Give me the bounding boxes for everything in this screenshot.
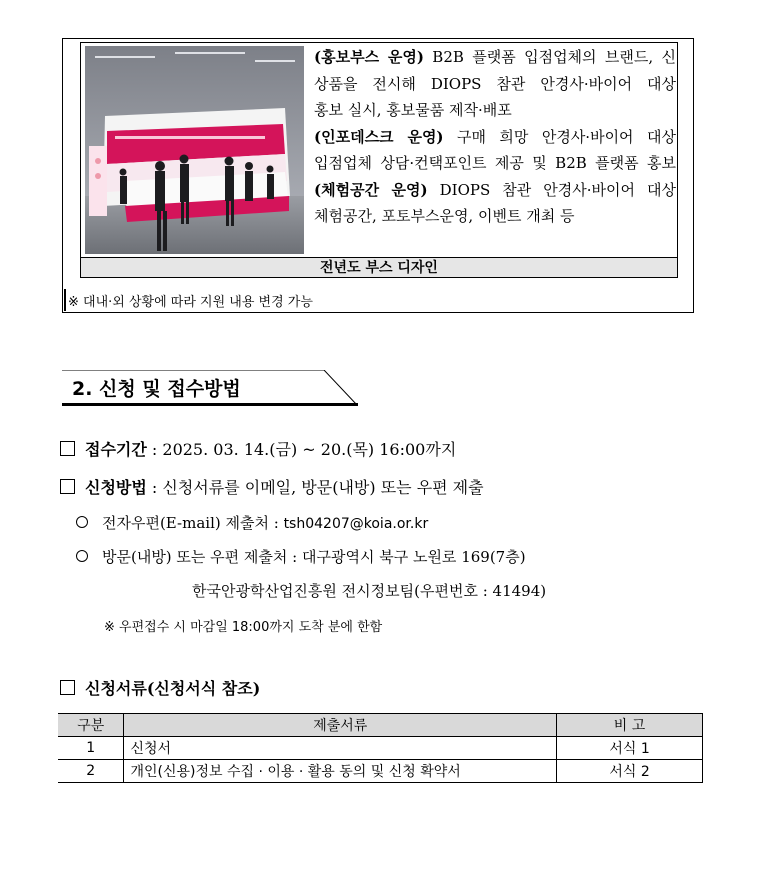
method-value: : 신청서류를 이메일, 방문(내방) 또는 우편 제출 — [146, 478, 484, 497]
booth-line — [314, 150, 676, 177]
post-note: ※ 우편접수 시 마감일 18:00까지 도착 분에 한함 — [104, 620, 383, 635]
circle-bullet-icon — [76, 516, 88, 528]
visit-address: 방문(내방) 또는 우편 제출처 : 대구광역시 북구 노원로 169(7층) — [102, 548, 526, 566]
table-cell: 서식 1 — [557, 737, 703, 760]
booth-line — [314, 203, 676, 230]
booth-line — [314, 71, 676, 98]
booth-line-text: 상품을 전시해 DIOPS 참관 안경사·바이어 대상 — [314, 74, 676, 93]
booth-line-text: 홍보 실시, 홍보물품 제작·배포 — [314, 101, 512, 119]
booth-line-label: (인포데스크 운영) — [314, 127, 444, 146]
table-cell: 1 — [58, 737, 124, 760]
booth-description — [314, 44, 676, 230]
booth-line-text: 체험공간, 포토부스운영, 이벤트 개최 등 — [314, 207, 575, 225]
booth-line — [314, 124, 676, 151]
table-cell: 서식 2 — [557, 760, 703, 783]
booth-line-text: DIOPS 참관 안경사·바이어 대상 — [427, 180, 677, 199]
square-bullet-icon — [60, 479, 75, 494]
booth-line — [314, 97, 676, 124]
booth-caption: 전년도 부스 디자인 — [81, 257, 677, 277]
section-title: 2. 신청 및 접수방법 — [72, 378, 241, 400]
table-cell: 2 — [58, 760, 124, 783]
method-label: 신청방법 — [85, 478, 147, 497]
documents-heading: 신청서류(신청서식 참조) — [85, 679, 261, 698]
square-bullet-icon — [60, 441, 75, 456]
booth-note: ※ 대내·외 상황에 따라 지원 내용 변경 가능 — [68, 295, 313, 310]
booth-photo — [85, 46, 304, 254]
column-header: 제출서류 — [124, 714, 557, 737]
booth-line-text: 구매 희망 안경사·바이어 대상 — [443, 127, 676, 146]
circle-bullet-icon — [76, 550, 88, 562]
visit-row — [76, 546, 526, 567]
booth-line-text: 입점업체 상담·컨택포인트 제공 및 B2B 플랫폼 홍보 — [314, 154, 676, 172]
visit-org: 한국안광학산업진흥원 전시정보팀(우편번호 : 41494) — [192, 582, 547, 600]
email-address[interactable]: tsh04207@koia.or.kr — [283, 516, 429, 532]
email-row — [76, 512, 428, 533]
documents-row — [60, 676, 260, 699]
booth-line — [314, 177, 676, 204]
booth-line-label: (홍보부스 운영) — [314, 48, 424, 66]
email-label: 전자우편(E-mail) 제출처 : — [102, 514, 284, 532]
period-row — [60, 437, 456, 460]
column-header: 비 고 — [557, 714, 703, 737]
table-row — [58, 760, 703, 783]
method-row — [60, 475, 484, 498]
note-divider — [64, 289, 66, 311]
documents-table — [58, 713, 703, 783]
column-header: 구분 — [58, 714, 124, 737]
table-cell: 개인(신용)정보 수집 · 이용 · 활용 동의 및 신청 확약서 — [124, 760, 557, 783]
booth-line — [314, 44, 676, 71]
period-value: : 2025. 03. 14.(금) ~ 20.(목) 16:00까지 — [146, 440, 457, 459]
square-bullet-icon — [60, 680, 75, 695]
table-row — [58, 737, 703, 760]
table-cell: 신청서 — [124, 737, 557, 760]
period-label: 접수기간 — [85, 440, 147, 459]
table-header-row — [58, 714, 703, 737]
booth-line-label: (체험공간 운영) — [314, 180, 428, 199]
booth-line-text: B2B 플랫폼 입점업체의 브랜드, 신 — [423, 48, 676, 66]
